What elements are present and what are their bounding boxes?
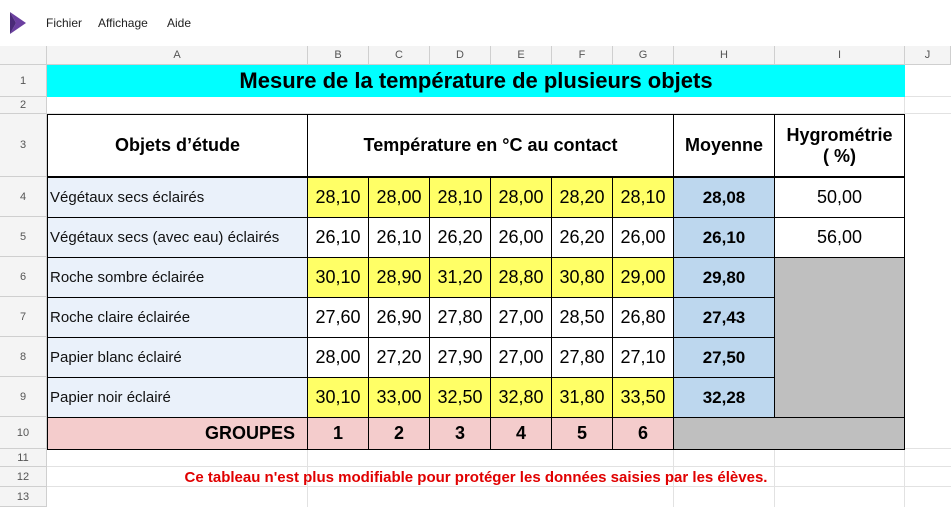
temperature-cell[interactable]: 26,10 xyxy=(307,217,369,258)
row-header-9[interactable]: 9 xyxy=(0,377,47,417)
object-label[interactable]: Papier blanc éclairé xyxy=(47,337,308,378)
mean-cell[interactable]: 28,08 xyxy=(673,177,775,218)
temperature-cell[interactable]: 30,10 xyxy=(307,377,369,418)
temperature-cell[interactable]: 28,00 xyxy=(307,337,369,378)
column-header-f[interactable]: F xyxy=(552,46,613,65)
menu-bar xyxy=(0,0,951,47)
temperature-cell[interactable]: 26,80 xyxy=(612,297,674,338)
object-label[interactable]: Papier noir éclairé xyxy=(47,377,308,418)
temperature-cell[interactable]: 27,20 xyxy=(368,337,430,378)
group-number[interactable]: 5 xyxy=(551,417,613,450)
row-header-8[interactable]: 8 xyxy=(0,337,47,377)
temperature-cell[interactable]: 27,80 xyxy=(429,297,491,338)
hygrometry-cell[interactable]: 50,00 xyxy=(774,177,905,218)
column-header-g[interactable]: G xyxy=(613,46,674,65)
header-objects[interactable]: Objets d’étude xyxy=(47,114,308,177)
sheet-title-cell[interactable]: Mesure de la température de plusieurs objets xyxy=(47,65,905,97)
object-label[interactable]: Végétaux secs éclairés xyxy=(47,177,308,218)
temperature-cell[interactable]: 28,80 xyxy=(490,257,552,298)
temperature-cell[interactable]: 28,00 xyxy=(490,177,552,218)
mean-cell[interactable]: 26,10 xyxy=(673,217,775,258)
object-label[interactable]: Roche sombre éclairée xyxy=(47,257,308,298)
row-header-11[interactable]: 11 xyxy=(0,449,47,467)
temperature-cell[interactable]: 27,90 xyxy=(429,337,491,378)
temperature-cell[interactable]: 32,80 xyxy=(490,377,552,418)
row-header-7[interactable]: 7 xyxy=(0,297,47,337)
group-number[interactable]: 4 xyxy=(490,417,552,450)
row-header-6[interactable]: 6 xyxy=(0,257,47,297)
mean-cell[interactable]: 29,80 xyxy=(673,257,775,298)
temperature-cell[interactable]: 26,20 xyxy=(551,217,613,258)
column-header-h[interactable]: H xyxy=(674,46,775,65)
temperature-cell[interactable]: 28,00 xyxy=(368,177,430,218)
object-label[interactable]: Végétaux secs (avec eau) éclairés xyxy=(47,217,308,258)
mean-cell[interactable]: 27,50 xyxy=(673,337,775,378)
column-header-a[interactable]: A xyxy=(47,46,308,65)
temperature-cell[interactable]: 32,50 xyxy=(429,377,491,418)
temperature-cell[interactable]: 28,50 xyxy=(551,297,613,338)
group-number[interactable]: 1 xyxy=(307,417,369,450)
column-header-j[interactable]: J xyxy=(905,46,951,65)
app-logo-icon xyxy=(8,12,28,34)
row-header-10[interactable]: 10 xyxy=(0,417,47,449)
column-header-b[interactable]: B xyxy=(308,46,369,65)
header-mean[interactable]: Moyenne xyxy=(673,114,775,177)
menu-aide[interactable]: Aide xyxy=(167,16,192,30)
group-number[interactable]: 2 xyxy=(368,417,430,450)
menu-affichage[interactable]: Affichage xyxy=(98,16,148,30)
temperature-cell[interactable]: 26,10 xyxy=(368,217,430,258)
temperature-cell[interactable]: 26,00 xyxy=(612,217,674,258)
temperature-cell[interactable]: 28,10 xyxy=(307,177,369,218)
temperature-cell[interactable]: 27,00 xyxy=(490,297,552,338)
header-temperature[interactable]: Température en °C au contact xyxy=(307,114,674,177)
gray-merged-cell[interactable] xyxy=(774,257,905,418)
temperature-cell[interactable]: 27,10 xyxy=(612,337,674,378)
row-header-13[interactable]: 13 xyxy=(0,487,47,507)
object-label[interactable]: Roche claire éclairée xyxy=(47,297,308,338)
temperature-cell[interactable]: 28,10 xyxy=(612,177,674,218)
temperature-cell[interactable]: 31,80 xyxy=(551,377,613,418)
temperature-cell[interactable]: 28,10 xyxy=(429,177,491,218)
row-header-3[interactable]: 3 xyxy=(0,114,47,177)
protection-note[interactable]: Ce tableau n'est plus modifiable pour protéger les données saisies par les élèves. xyxy=(184,468,768,486)
row-header-1[interactable]: 1 xyxy=(0,65,47,97)
column-header-d[interactable]: D xyxy=(430,46,491,65)
temperature-cell[interactable]: 27,00 xyxy=(490,337,552,378)
temperature-cell[interactable]: 33,50 xyxy=(612,377,674,418)
temperature-cell[interactable]: 28,20 xyxy=(551,177,613,218)
temperature-cell[interactable]: 26,90 xyxy=(368,297,430,338)
temperature-cell[interactable]: 27,80 xyxy=(551,337,613,378)
column-header-c[interactable]: C xyxy=(369,46,430,65)
select-all-corner[interactable] xyxy=(0,46,47,65)
temperature-cell[interactable]: 29,00 xyxy=(612,257,674,298)
row-header-4[interactable]: 4 xyxy=(0,177,47,217)
temperature-cell[interactable]: 28,90 xyxy=(368,257,430,298)
temperature-cell[interactable]: 27,60 xyxy=(307,297,369,338)
row-header-5[interactable]: 5 xyxy=(0,217,47,257)
mean-cell[interactable]: 27,43 xyxy=(673,297,775,338)
temperature-cell[interactable]: 30,80 xyxy=(551,257,613,298)
row-header-12[interactable]: 12 xyxy=(0,467,47,487)
groups-label[interactable]: GROUPES xyxy=(47,417,308,450)
temperature-cell[interactable]: 33,00 xyxy=(368,377,430,418)
column-header-e[interactable]: E xyxy=(491,46,552,65)
mean-cell[interactable]: 32,28 xyxy=(673,377,775,418)
header-hygrometry[interactable]: Hygrométrie ( %) xyxy=(774,114,905,177)
temperature-cell[interactable]: 31,20 xyxy=(429,257,491,298)
hygrometry-cell[interactable]: 56,00 xyxy=(774,217,905,258)
menu-fichier[interactable]: Fichier xyxy=(46,16,83,30)
group-number[interactable]: 6 xyxy=(612,417,674,450)
column-header-i[interactable]: I xyxy=(775,46,905,65)
gray-merged-cell[interactable] xyxy=(673,417,905,450)
temperature-cell[interactable]: 30,10 xyxy=(307,257,369,298)
temperature-cell[interactable]: 26,20 xyxy=(429,217,491,258)
row-header-2[interactable]: 2 xyxy=(0,97,47,114)
group-number[interactable]: 3 xyxy=(429,417,491,450)
temperature-cell[interactable]: 26,00 xyxy=(490,217,552,258)
